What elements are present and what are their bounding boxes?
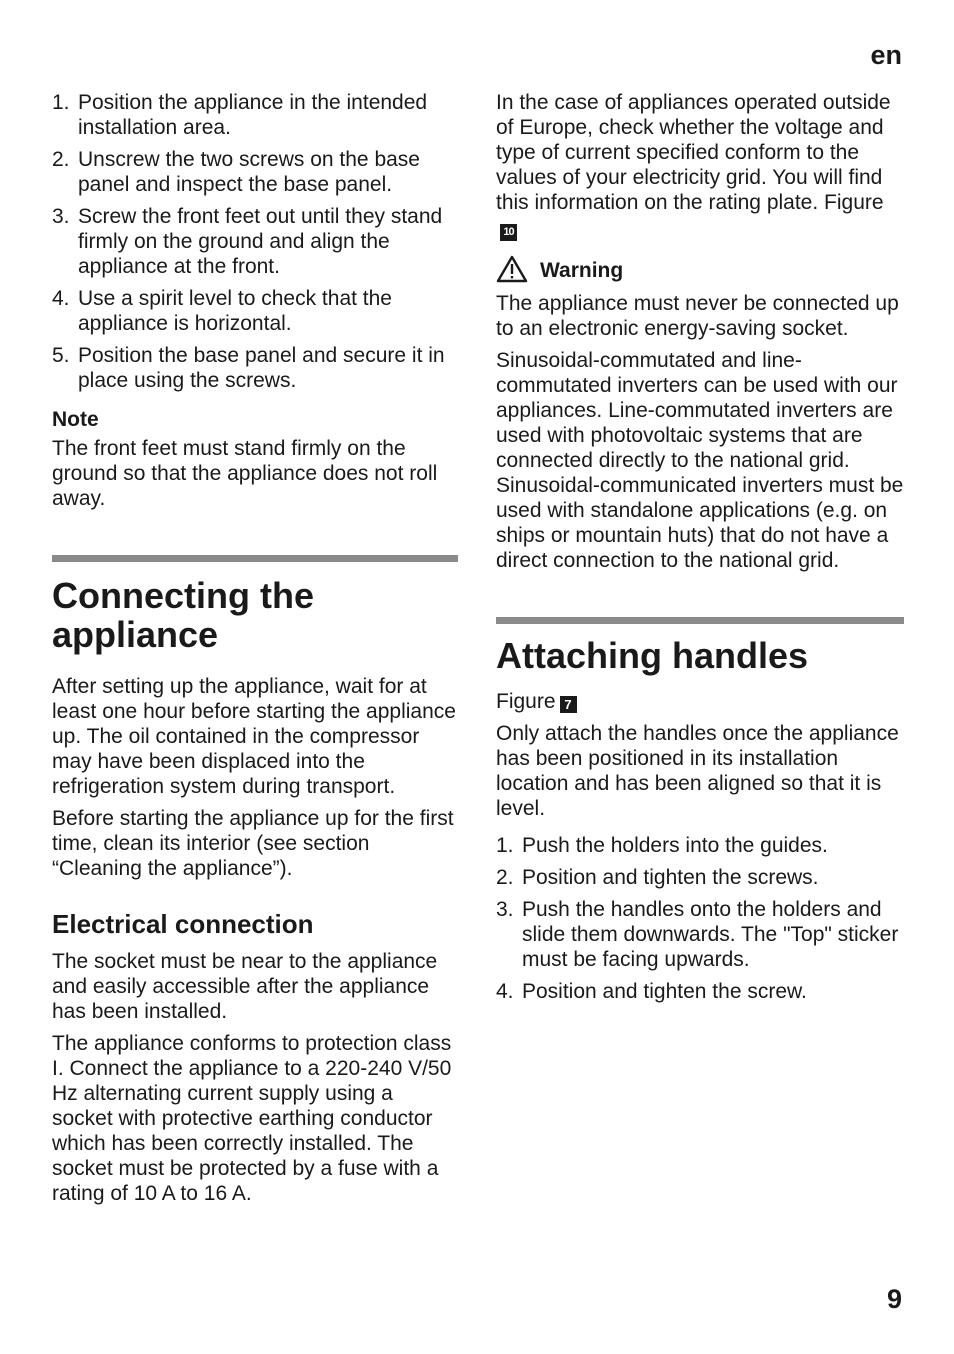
inverters-paragraph: Sinusoidal-commutated and line-commutated inverters can be used with our appliances. Line-commutated inverters are used with photovoltaic systems that are connected directly to the national grid. Sinusoidal-communicated inverters must be used with standalone applications (e.g. on ships or mountain huts) that do not have a direct connection to the national grid. (496, 349, 904, 572)
list-item (52, 147, 458, 197)
section-divider (52, 555, 458, 562)
warning-text: The appliance must never be connected up to an electronic energy-saving socket. (496, 292, 899, 340)
language-code: en (870, 40, 902, 70)
setup-steps-list (52, 90, 458, 393)
step-text: Position and tighten the screws. (522, 866, 819, 889)
step-number: 5. (52, 344, 70, 367)
subsection-heading-electrical: Electrical connection (52, 909, 314, 939)
electrical-paragraph-2: The appliance conforms to protection class I. Connect the appliance to a 220-240 V/50 Hz alternating current supply using a socket with protective earthing conductor which has been correctly installed. The socket must be protected by a fuse with a rating of 10 A to 16 A. (52, 1032, 452, 1205)
note-heading: Note (52, 408, 99, 431)
list-item (52, 204, 458, 279)
list-item (52, 343, 458, 393)
list-item (496, 865, 904, 890)
handles-intro: Only attach the handles once the appliance has been positioned in its installation location and has been aligned so that it is level. (496, 722, 899, 820)
section-heading-handles: Attaching handles (496, 635, 809, 676)
step-number: 2. (52, 148, 70, 171)
step-text: Screw the front feet out until they stand firmly on the ground and align the appliance at the front. (78, 205, 443, 278)
connecting-paragraph-1: After setting up the appliance, wait for at least one hour before starting the appliance up. The oil contained in the compressor may have been displaced into the refrigeration system during transport. (52, 675, 456, 798)
step-text: Position the base panel and secure it in place using the screws. (78, 344, 445, 392)
left-column (52, 90, 458, 1213)
right-column (496, 90, 904, 1011)
step-number: 2. (496, 866, 514, 889)
list-item (52, 286, 458, 336)
connecting-paragraph-2: Before starting the appliance up for the first time, clean its interior (see section “Cleaning the appliance”). (52, 807, 454, 880)
figure-ref-badge: 10 (500, 224, 517, 241)
step-text: Position and tighten the screw. (522, 980, 807, 1003)
step-number: 3. (496, 898, 514, 921)
figure-label: Figure (496, 690, 556, 713)
step-text: Push the holders into the guides. (522, 834, 828, 857)
warning-triangle-icon (496, 255, 528, 283)
step-text: Use a spirit level to check that the appliance is horizontal. (78, 287, 392, 335)
list-item (496, 979, 904, 1004)
list-item (496, 833, 904, 858)
page-number: 9 (886, 1284, 902, 1314)
warning-label: Warning (540, 259, 624, 282)
figure-ref-badge: 7 (560, 696, 577, 713)
step-number: 1. (496, 834, 514, 857)
step-text: Position the appliance in the intended installation area. (78, 91, 428, 139)
warning-heading (496, 255, 904, 283)
list-item (496, 897, 904, 972)
outside-europe-text: In the case of appliances operated outside of Europe, check whether the voltage and type of current specified conform to the values of your electricity grid. You will find this information on the rating plate. Figure (496, 91, 891, 214)
outside-europe-paragraph (496, 90, 904, 241)
step-number: 1. (52, 91, 70, 114)
section-heading-connecting: Connecting the appliance (52, 575, 314, 655)
step-text: Unscrew the two screws on the base panel and inspect the base panel. (78, 148, 420, 196)
note-text: The front feet must stand firmly on the ground so that the appliance does not roll away. (52, 437, 438, 510)
list-item (52, 90, 458, 140)
section-divider (496, 617, 904, 624)
step-number: 3. (52, 205, 70, 228)
step-number: 4. (496, 980, 514, 1003)
step-number: 4. (52, 287, 70, 310)
electrical-paragraph-1: The socket must be near to the appliance and easily accessible after the appliance has been installed. (52, 950, 438, 1023)
handles-figure-ref (496, 689, 904, 714)
handles-steps-list (496, 833, 904, 1004)
step-text: Push the handles onto the holders and slide them downwards. The "Top" sticker must be facing upwards. (522, 898, 899, 971)
